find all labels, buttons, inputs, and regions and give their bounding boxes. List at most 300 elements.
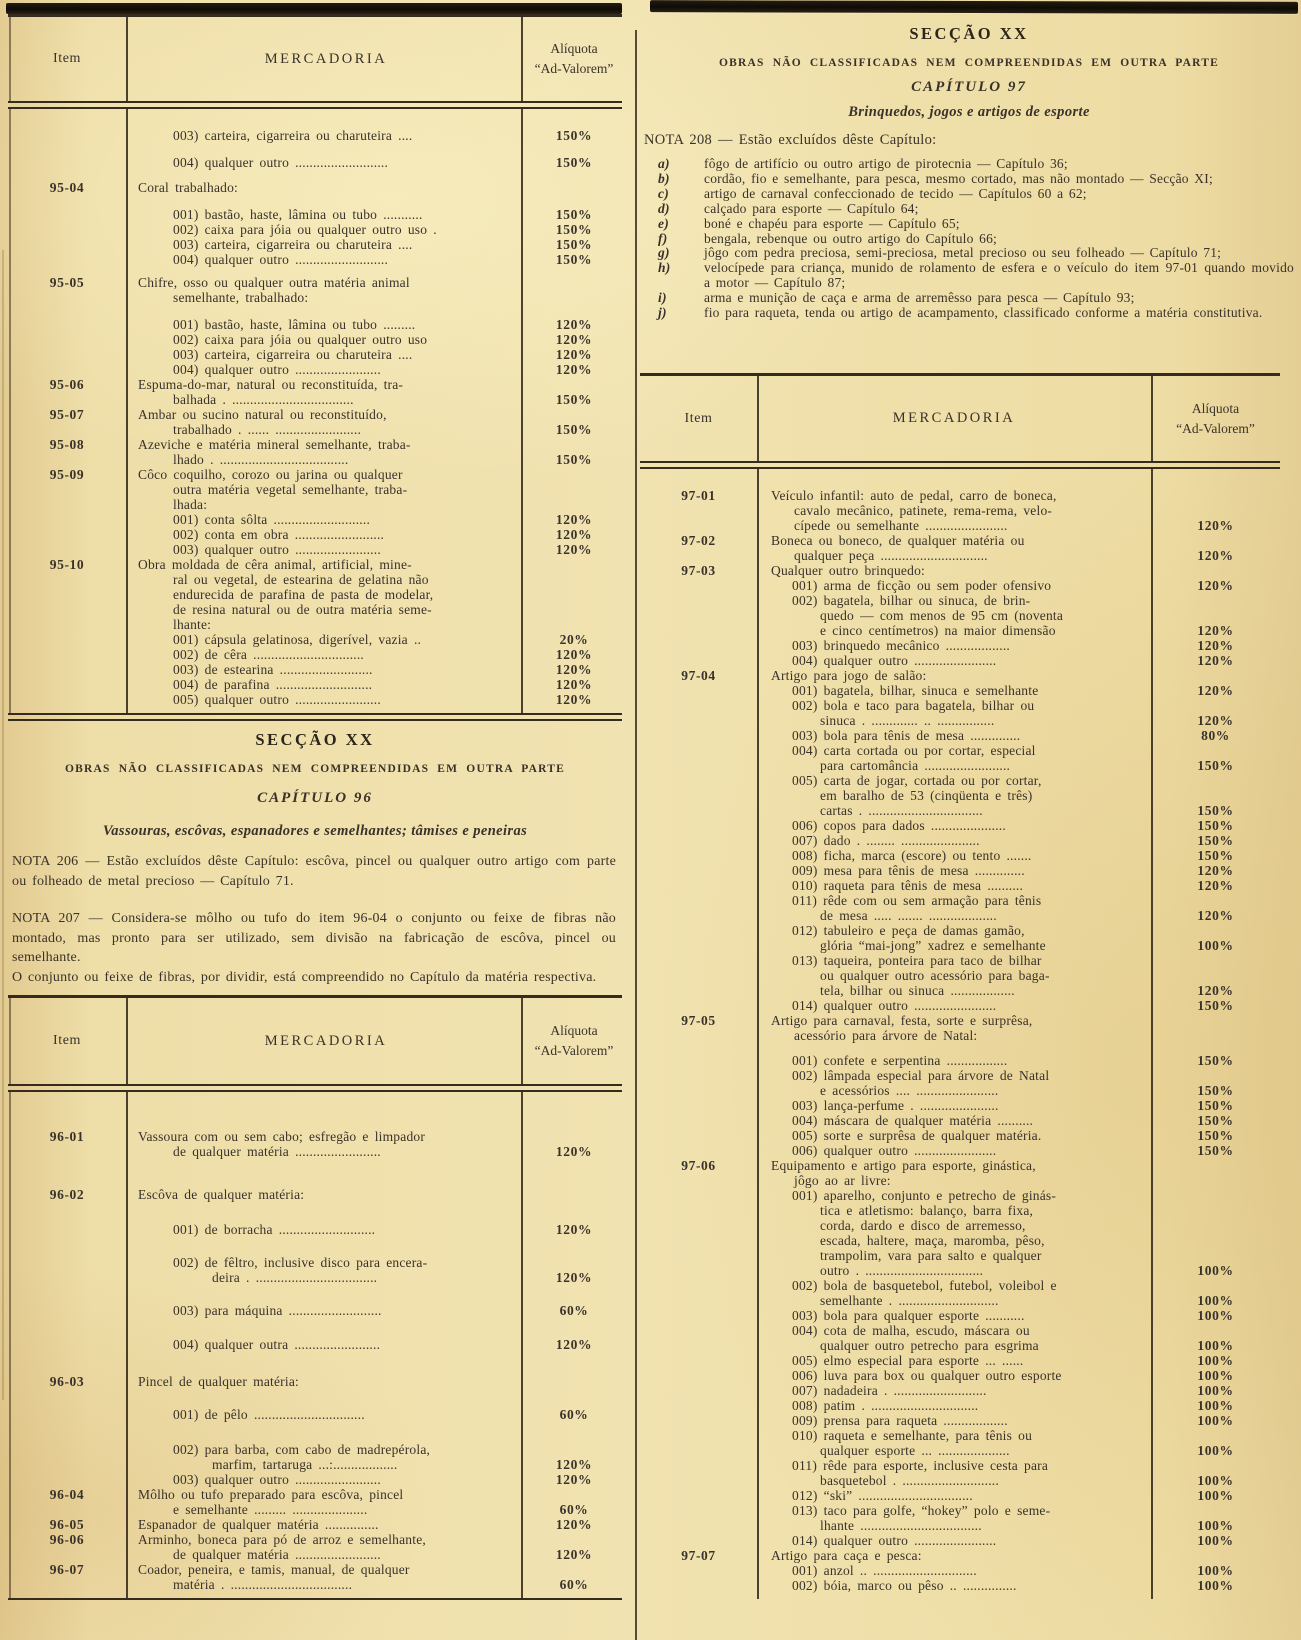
item-code-cell: 96-07 <box>49 1562 85 1577</box>
item-code-cell <box>8 602 126 617</box>
merchandise-cell: 003) qualquer outro ........................ <box>173 542 381 557</box>
merchandise-cell: 001) bagatela, bilhar, sinuca e semelhante <box>792 683 1039 698</box>
merchandise-cell: de resina natural ou de outra matéria seme- <box>173 602 432 617</box>
merchandise-cell: Vassoura com ou sem cabo; esfregão e limpador <box>138 1129 426 1144</box>
table-row <box>8 180 622 195</box>
exclusion-note <box>640 202 1294 217</box>
aliquota-label: Alíquota <box>1191 400 1240 416</box>
rate-cell: 60% <box>559 1577 589 1592</box>
table-row <box>8 1144 622 1159</box>
exclusion-note <box>640 306 1294 321</box>
exclusion-note <box>640 157 1294 172</box>
table-row <box>8 497 622 512</box>
table-row <box>640 968 1280 983</box>
rate-cell <box>1151 923 1280 938</box>
merchandise-cell: 002) bagatela, bilhar ou sinuca, de brin- <box>792 593 1031 608</box>
merchandise-cell: 013) taqueira, ponteira para taco de bilhar <box>792 953 1042 968</box>
table-row <box>640 953 1280 968</box>
rate-cell: 120% <box>555 692 593 707</box>
rate-cell: 120% <box>555 1547 593 1562</box>
table-row <box>8 542 622 557</box>
item-code-cell <box>8 647 126 662</box>
table-row <box>8 1502 622 1517</box>
table-row <box>640 878 1280 893</box>
item-code-cell <box>640 1503 757 1518</box>
merchandise-cell: 005) sorte e surprêsa de qualquer matéria. <box>792 1128 1042 1143</box>
rate-cell: 120% <box>555 647 593 662</box>
rate-cell <box>1151 1188 1280 1203</box>
note-letter-label: c) <box>658 185 669 201</box>
table-row <box>8 377 622 392</box>
rate-cell: 100% <box>1197 1518 1234 1533</box>
rate-cell: 120% <box>1197 863 1234 878</box>
merchandise-cell: 004) qualquer outro ....................... <box>792 653 997 668</box>
rate-cell <box>526 497 622 512</box>
column-header-aliquota <box>526 998 622 1084</box>
merchandise-cell: 002) bóia, marco ou pêso .. ............... <box>792 1578 1017 1593</box>
right-column <box>640 16 1298 1640</box>
rate-cell <box>526 1187 622 1202</box>
table-column-rule <box>757 376 759 461</box>
merchandise-cell: qualquer peça .............................. <box>794 548 988 563</box>
merchandise-cell: 001) aparelho, conjunto e petrecho de ginás- <box>792 1188 1057 1203</box>
rate-cell: 100% <box>1197 1578 1234 1593</box>
table-row <box>640 1383 1280 1398</box>
item-code-cell <box>640 923 757 938</box>
item-code-cell: 95-09 <box>49 467 85 482</box>
rate-cell <box>1151 743 1280 758</box>
table-row <box>8 1407 622 1422</box>
table-row <box>8 1517 622 1532</box>
item-code-cell <box>8 1502 126 1517</box>
table-row <box>640 938 1280 953</box>
table-header <box>8 17 622 101</box>
rate-cell <box>526 1374 622 1389</box>
item-code-cell <box>8 482 126 497</box>
table-row <box>8 677 622 692</box>
item-code-cell <box>640 653 757 668</box>
merchandise-cell: Môlho ou tufo preparado para escôva, pincel <box>138 1487 404 1502</box>
item-code-cell <box>640 728 757 743</box>
table-row <box>8 482 622 497</box>
nota-207-continuation: O conjunto ou feixe de fibras, por dividir, está compreendido no Capítulo da matéria respectiva. <box>12 969 597 985</box>
rate-cell: 60% <box>559 1502 589 1517</box>
table-row <box>8 1472 622 1487</box>
item-code-cell: 97-07 <box>681 1548 716 1563</box>
table-bottom-rule <box>8 1598 622 1600</box>
section-subtitle: OBRAS NÃO CLASSIFICADAS NEM COMPREENDIDAS EM OUTRA PARTE <box>719 57 1219 69</box>
table-column-rule <box>1151 376 1153 461</box>
table-row <box>640 503 1280 518</box>
merchandise-cell: corda, dardo e disco de arremesso, <box>820 1218 1026 1233</box>
table-row <box>640 1083 1280 1098</box>
table-row <box>640 833 1280 848</box>
column-header-aliquota <box>1151 376 1280 461</box>
page-top-bar-right <box>650 0 1298 14</box>
rate-cell: 150% <box>1197 1053 1234 1068</box>
table-header <box>640 376 1280 461</box>
merchandise-cell: 004) cota de malha, escudo, máscara ou <box>792 1323 1030 1338</box>
table-row <box>8 317 622 332</box>
note-text: artigo de carnaval confeccionado de tecido — Capítulos 60 a 62; <box>704 185 1087 201</box>
note-letter-label: i) <box>658 290 667 306</box>
rate-cell: 120% <box>555 542 593 557</box>
merchandise-cell: 003) carteira, cigarreira ou charuteira .... <box>173 237 413 252</box>
rate-cell: 20% <box>559 632 589 647</box>
table-row <box>640 623 1280 638</box>
merchandise-cell: glória “mai-jong” xadrez e semelhante <box>820 938 1046 953</box>
merchandise-cell: 004) carta cortada ou por cortar, especial <box>792 743 1036 758</box>
merchandise-cell: tela, bilhar ou sinuca .................. <box>820 983 1015 998</box>
item-code-cell <box>640 1278 757 1293</box>
rate-cell: 150% <box>1197 1143 1234 1158</box>
exclusion-note <box>640 246 1294 261</box>
item-code-cell <box>8 237 126 252</box>
merchandise-cell: marfim, tartaruga ...:.................. <box>212 1457 398 1472</box>
table-row <box>640 1203 1280 1218</box>
chapter-title: CAPÍTULO 96 <box>257 790 373 806</box>
table-row <box>640 818 1280 833</box>
merchandise-cell: 004) qualquer outro ........................ <box>173 362 381 377</box>
item-code-cell: 96-05 <box>49 1517 85 1532</box>
table-row <box>640 578 1280 593</box>
merchandise-cell: 003) qualquer outro ........................ <box>173 1472 381 1487</box>
merchandise-cell: e cinco centímetros) na maior dimensão <box>820 623 1056 638</box>
merchandise-cell: semelhante . ............................ <box>820 1293 999 1308</box>
rate-cell: 150% <box>1197 998 1234 1013</box>
table-row <box>8 602 622 617</box>
note-text: arma e munição de caça e arma de arremêsso para pesca — Capítulo 93; <box>704 290 1135 306</box>
rate-cell <box>1151 953 1280 968</box>
table-row <box>8 332 622 347</box>
rate-cell <box>526 482 622 497</box>
merchandise-cell: 013) taco para golfe, “hokey” polo e seme- <box>792 1503 1051 1518</box>
table-left-rule <box>9 998 11 1084</box>
table-row <box>640 1188 1280 1203</box>
rate-cell: 100% <box>1197 1368 1234 1383</box>
table-row <box>8 1270 622 1285</box>
item-code-cell <box>8 1547 126 1562</box>
merchandise-cell: 006) copos para dados ..................... <box>792 818 1006 833</box>
item-code-cell <box>640 1533 757 1548</box>
rate-cell <box>1151 1428 1280 1443</box>
rate-cell: 100% <box>1197 1473 1234 1488</box>
table-row <box>8 362 622 377</box>
merchandise-cell: endurecida de parafina de pasta de modelar, <box>173 587 434 602</box>
item-code-cell <box>8 632 126 647</box>
item-code-cell <box>640 623 757 638</box>
merchandise-cell: lhado . .................................... <box>173 452 349 467</box>
table-row <box>640 593 1280 608</box>
rate-cell <box>1151 1233 1280 1248</box>
merchandise-cell: Chifre, osso ou qualquer outra matéria animal <box>138 275 410 290</box>
merchandise-cell: lhada: <box>173 497 208 512</box>
rate-cell: 120% <box>555 347 593 362</box>
table-row <box>8 1255 622 1270</box>
table-row <box>640 1548 1280 1563</box>
section-subtitle: OBRAS NÃO CLASSIFICADAS NEM COMPREENDIDAS EM OUTRA PARTE <box>65 763 565 775</box>
table-row <box>640 1308 1280 1323</box>
rate-cell: 100% <box>1197 1443 1234 1458</box>
table-row <box>640 923 1280 938</box>
item-code-cell <box>640 863 757 878</box>
table-row <box>640 1488 1280 1503</box>
item-code-cell <box>640 548 757 563</box>
item-code-cell <box>8 587 126 602</box>
table-row <box>8 155 622 170</box>
rate-cell <box>526 587 622 602</box>
merchandise-cell: Artigo para carnaval, festa, sorte e surprêsa, <box>771 1013 1033 1028</box>
item-code-cell <box>8 155 126 170</box>
table-row <box>640 1368 1280 1383</box>
table-body <box>8 109 622 713</box>
rate-cell <box>1151 1028 1280 1043</box>
rate-cell: 100% <box>1197 1488 1234 1503</box>
item-code-cell <box>8 128 126 143</box>
merchandise-cell: Pincel de qualquer matéria: <box>138 1374 299 1389</box>
table-row <box>8 422 622 437</box>
table-row <box>8 452 622 467</box>
rate-cell: 120% <box>555 1270 593 1285</box>
table-row <box>640 638 1280 653</box>
table-row <box>640 1398 1280 1413</box>
exclusion-note <box>640 172 1294 187</box>
section-title: SECÇÃO XX <box>909 24 1029 43</box>
table-row <box>640 1293 1280 1308</box>
item-code-cell <box>640 1383 757 1398</box>
aliquota-label: Alíquota <box>550 1023 598 1038</box>
rate-cell: 150% <box>1197 803 1234 818</box>
rate-cell <box>526 602 622 617</box>
rate-cell: 120% <box>555 1517 593 1532</box>
rate-cell: 120% <box>555 1337 593 1352</box>
merchandise-cell: Côco coquilho, corozo ou jarina ou qualquer <box>138 467 403 482</box>
header-bottom-rule <box>640 461 1280 469</box>
rate-cell: 100% <box>1197 1413 1234 1428</box>
table-row <box>8 1577 622 1592</box>
item-code-cell <box>640 1458 757 1473</box>
rate-cell: 150% <box>1197 1098 1234 1113</box>
note-text: velocípede para criança, munido de rolamento de esfera e o veículo do item 97-01 quando movido a motor — Capítulo 87; <box>704 260 1294 291</box>
item-code-cell <box>640 1173 757 1188</box>
item-code-cell <box>8 1577 126 1592</box>
rate-cell: 120% <box>555 662 593 677</box>
rate-cell <box>1151 488 1280 503</box>
item-code-cell: 96-03 <box>49 1374 85 1389</box>
merchandise-cell: 002) bola e taco para bagatela, bilhar ou <box>792 698 1035 713</box>
rate-cell <box>1151 1068 1280 1083</box>
item-code-cell <box>8 1442 126 1457</box>
rate-cell <box>1151 533 1280 548</box>
table-row <box>640 698 1280 713</box>
table-row <box>640 848 1280 863</box>
merchandise-cell: 007) dado . ........ ...................... <box>792 833 980 848</box>
rate-cell: 100% <box>1197 1533 1234 1548</box>
item-code-cell <box>640 593 757 608</box>
rate-cell <box>526 377 622 392</box>
item-code-cell <box>640 1563 757 1578</box>
table-row <box>8 557 622 572</box>
merchandise-cell: balhada . .................................. <box>173 392 354 407</box>
item-code-cell <box>8 1270 126 1285</box>
table-row <box>640 773 1280 788</box>
item-code-cell <box>640 698 757 713</box>
merchandise-cell: 006) qualquer outro ....................... <box>792 1143 997 1158</box>
item-code-cell <box>640 1053 757 1068</box>
rate-cell <box>1151 1248 1280 1263</box>
rate-cell <box>1151 1278 1280 1293</box>
merchandise-cell: matéria . .................................. <box>173 1577 353 1592</box>
rate-cell: 100% <box>1197 1353 1234 1368</box>
rate-cell: 120% <box>555 512 593 527</box>
item-code-cell <box>640 1218 757 1233</box>
table-row <box>640 1338 1280 1353</box>
rate-cell <box>1151 1173 1280 1188</box>
table-row <box>640 1053 1280 1068</box>
rate-cell <box>1151 788 1280 803</box>
table-body <box>8 1092 622 1598</box>
merchandise-cell: de qualquer matéria ........................ <box>173 1547 381 1562</box>
table-column-rule <box>757 469 759 1599</box>
merchandise-cell: qualquer esporte ... .................... <box>820 1443 1010 1458</box>
merchandise-cell: 001) arma de ficção ou sem poder ofensivo <box>792 578 1052 593</box>
merchandise-cell: Obra moldada de cêra animal, artificial, mine- <box>138 557 412 572</box>
rate-cell <box>1151 968 1280 983</box>
item-code-cell <box>8 1303 126 1318</box>
note-text: bengala, rebenque ou outro artigo do Capítulo 66; <box>704 230 997 246</box>
table-row <box>8 1547 622 1562</box>
table-row <box>640 743 1280 758</box>
table-row <box>640 548 1280 563</box>
item-code-cell <box>640 788 757 803</box>
tariff-table-96 <box>8 995 622 1600</box>
table-row <box>640 1443 1280 1458</box>
item-code-cell <box>640 1443 757 1458</box>
rate-cell: 60% <box>559 1303 589 1318</box>
item-code-cell <box>640 1128 757 1143</box>
table-row <box>8 222 622 237</box>
rate-cell <box>526 275 622 290</box>
table-row <box>8 1222 622 1237</box>
table-row <box>640 1518 1280 1533</box>
merchandise-cell: sinuca . ............. .. ................ <box>820 713 995 728</box>
merchandise-cell: outra matéria vegetal semelhante, traba- <box>173 482 408 497</box>
rate-cell: 100% <box>1197 1338 1234 1353</box>
item-code-cell <box>640 1248 757 1263</box>
merchandise-cell: ral ou vegetal, de estearina de gelatina não <box>173 572 429 587</box>
rate-cell <box>526 617 622 632</box>
note-text: cordão, fio e semelhante, para pesca, mesmo cortado, mas não montado — Secção XI; <box>704 170 1213 186</box>
item-code-cell <box>8 497 126 512</box>
rate-cell: 120% <box>1197 638 1234 653</box>
table-row <box>640 1233 1280 1248</box>
table-row <box>640 1563 1280 1578</box>
merchandise-cell: 001) bastão, haste, lâmina ou tubo ......... <box>173 317 416 332</box>
table-row <box>8 1457 622 1472</box>
rate-cell: 120% <box>1197 713 1234 728</box>
table-row <box>640 1013 1280 1028</box>
rate-cell <box>1151 608 1280 623</box>
merchandise-cell: Coador, peneira, e tamis, manual, de qualquer <box>138 1562 410 1577</box>
rate-cell: 150% <box>555 237 593 252</box>
ad-valorem-label: “Ad-Valorem” <box>534 1043 614 1058</box>
page-top-bar-left <box>6 3 622 14</box>
table-row <box>8 207 622 222</box>
item-code-cell <box>640 1323 757 1338</box>
merchandise-cell: 004) máscara de qualquer matéria .......... <box>792 1113 1034 1128</box>
table-row <box>8 392 622 407</box>
rate-cell: 150% <box>555 392 593 407</box>
merchandise-cell: 012) tabuleiro e peça de damas gamão, <box>792 923 1025 938</box>
item-code-cell <box>8 1472 126 1487</box>
merchandise-cell: 005) qualquer outro ........................ <box>173 692 381 707</box>
item-code-cell <box>640 1203 757 1218</box>
table-column-rule <box>126 17 128 101</box>
item-code-cell <box>640 1083 757 1098</box>
item-code-cell: 97-05 <box>681 1013 716 1028</box>
table-left-rule <box>9 109 11 713</box>
note-letter-label: a) <box>658 156 670 171</box>
item-code-cell <box>8 317 126 332</box>
rate-cell <box>1151 593 1280 608</box>
item-code-cell <box>8 422 126 437</box>
item-code-cell <box>8 332 126 347</box>
note-letter-label: j) <box>658 305 667 321</box>
merchandise-cell: 001) conta sôlta ........................... <box>173 512 371 527</box>
merchandise-cell: para cartomância ........................ <box>820 758 1011 773</box>
table-row <box>8 128 622 143</box>
column-header-item: Item <box>684 410 713 426</box>
item-code-cell <box>640 893 757 908</box>
item-code-cell <box>640 803 757 818</box>
merchandise-cell: Espanador de qualquer matéria ............... <box>138 1517 379 1532</box>
merchandise-cell: 006) luva para box ou qualquer outro esporte <box>792 1368 1062 1383</box>
item-code-cell <box>640 878 757 893</box>
exclusion-note <box>640 232 1294 247</box>
rate-cell: 120% <box>555 362 593 377</box>
column-header-mercadoria: MERCADORIA <box>264 1032 388 1049</box>
item-code-cell <box>640 908 757 923</box>
item-code-cell: 96-04 <box>49 1487 85 1502</box>
rate-cell <box>1151 698 1280 713</box>
table-row <box>640 488 1280 503</box>
item-code-cell <box>8 1144 126 1159</box>
merchandise-cell: de qualquer matéria ........................ <box>173 1144 381 1159</box>
merchandise-cell: 007) nadadeira . .......................... <box>792 1383 987 1398</box>
merchandise-cell: ou qualquer outro acessório para baga- <box>820 968 1050 983</box>
rate-cell: 150% <box>1197 758 1234 773</box>
table-row <box>640 758 1280 773</box>
table-row <box>8 252 622 267</box>
rate-cell <box>526 437 622 452</box>
table-column-rule <box>521 998 523 1084</box>
item-code-cell <box>8 222 126 237</box>
table-row <box>8 467 622 482</box>
item-code-cell <box>640 1293 757 1308</box>
left-column <box>8 14 622 1640</box>
rate-cell <box>1151 668 1280 683</box>
table-row <box>640 998 1280 1013</box>
table-row <box>640 1263 1280 1278</box>
merchandise-cell: Artigo para jogo de salão: <box>771 668 927 683</box>
rate-cell <box>526 1255 622 1270</box>
merchandise-cell: 003) carteira, cigarreira ou charuteira .... <box>173 347 413 362</box>
item-code-cell: 97-04 <box>681 668 716 683</box>
exclusion-note <box>640 187 1294 202</box>
item-code-cell <box>8 362 126 377</box>
chapter-title: CAPÍTULO 97 <box>911 79 1027 95</box>
rate-cell <box>526 180 622 195</box>
